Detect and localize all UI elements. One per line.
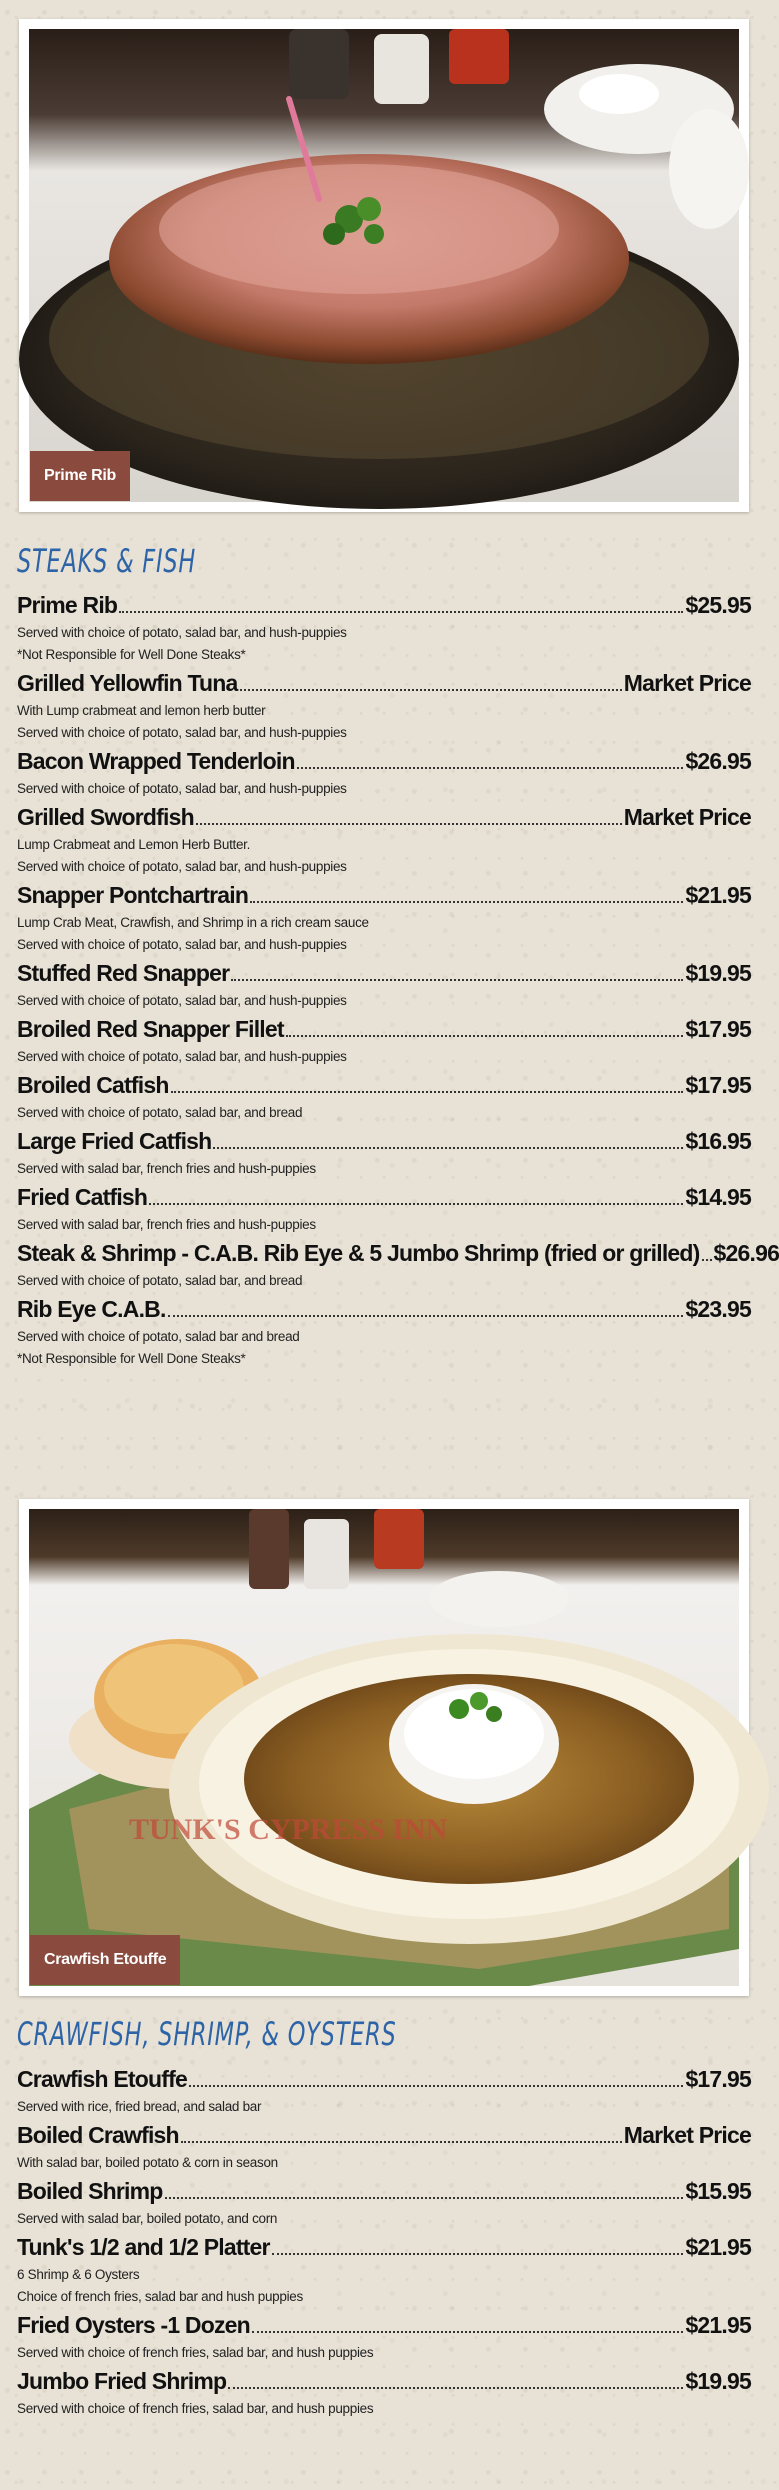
- menu-item-name: Stuffed Red Snapper: [17, 960, 230, 986]
- menu-item-description: Served with choice of potato, salad bar, and hush-puppies: [17, 937, 347, 952]
- menu-item-line: [17, 1012, 751, 1046]
- prime-rib-image: [29, 29, 739, 502]
- menu-item-line: [17, 2118, 751, 2152]
- menu-item: [17, 2230, 751, 2308]
- menu-item-description: Served with choice of potato, salad bar and bread: [17, 1329, 300, 1344]
- dot-leader: [240, 689, 622, 691]
- menu-item-price: $15.95: [685, 2178, 751, 2204]
- menu-item-price: $17.95: [685, 1016, 751, 1042]
- menu-item-description: Lump Crabmeat and Lemon Herb Butter.: [17, 837, 251, 852]
- menu-item: [17, 800, 751, 878]
- menu-item-line: [17, 1236, 779, 1270]
- dot-leader: [250, 901, 683, 903]
- menu-item: [17, 2062, 751, 2118]
- menu-item-name: Grilled Yellowfin Tuna: [17, 670, 238, 696]
- menu-item-name: Boiled Shrimp: [17, 2178, 163, 2204]
- menu-item-price: $23.95: [685, 1296, 751, 1322]
- menu-item-line: [17, 2308, 751, 2342]
- menu-item-line: [17, 1180, 751, 1214]
- dot-leader: [119, 611, 683, 613]
- menu-item-line: [17, 2062, 751, 2096]
- menu-item-description: Served with salad bar, boiled potato, and corn: [17, 2211, 278, 2226]
- menu-item-name: Broiled Catfish: [17, 1072, 169, 1098]
- menu-item-price: Market Price: [623, 804, 751, 830]
- dot-leader: [196, 823, 622, 825]
- dot-leader: [231, 979, 683, 981]
- menu-item: [17, 1012, 751, 1068]
- menu-item-price: Market Price: [623, 670, 751, 696]
- menu-item-line: [17, 1068, 751, 1102]
- dot-leader: [252, 2331, 684, 2333]
- menu-item-name: Grilled Swordfish: [17, 804, 194, 830]
- dot-leader: [165, 2197, 684, 2199]
- menu-item-line: [17, 2174, 751, 2208]
- dot-leader: [702, 1259, 712, 1261]
- menu-item-description: Served with choice of french fries, salad bar, and hush puppies: [17, 2345, 374, 2360]
- menu-item-description: Served with choice of potato, salad bar, and bread: [17, 1273, 303, 1288]
- menu-item-price: $25.95: [685, 592, 751, 618]
- menu-item-price: $21.95: [685, 882, 751, 908]
- menu-item: [17, 1236, 779, 1292]
- dot-leader: [149, 1203, 683, 1205]
- menu-item: [17, 1180, 751, 1236]
- menu-item-name: Prime Rib: [17, 592, 118, 618]
- menu-item-name: Jumbo Fried Shrimp: [17, 2368, 227, 2394]
- menu-item-line: [17, 588, 751, 622]
- menu-item-name: Large Fried Catfish: [17, 1128, 212, 1154]
- menu-item-price: $17.95: [685, 2066, 751, 2092]
- dot-leader: [171, 1091, 684, 1093]
- menu-item-price: $21.95: [685, 2234, 751, 2260]
- menu-item-description: 6 Shrimp & 6 Oysters: [17, 2267, 140, 2282]
- crawfish-photo: [19, 1499, 749, 1996]
- menu-item-name: Boiled Crawfish: [17, 2122, 179, 2148]
- menu-item-description: *Not Responsible for Well Done Steaks*: [17, 647, 246, 662]
- menu-item-line: [17, 878, 751, 912]
- dot-leader: [168, 1315, 684, 1317]
- menu-item-line: [17, 744, 751, 778]
- menu-item-description: Served with choice of potato, salad bar, and bread: [17, 1105, 303, 1120]
- dot-leader: [228, 2387, 683, 2389]
- menu-item-description: Served with choice of potato, salad bar, and hush-puppies: [17, 625, 347, 640]
- menu-item: [17, 744, 751, 800]
- menu-item-price: $17.95: [685, 1072, 751, 1098]
- menu-item-description: Served with salad bar, french fries and hush-puppies: [17, 1161, 316, 1176]
- menu-item-price: $26.95: [685, 748, 751, 774]
- menu-item-price: $16.95: [685, 1128, 751, 1154]
- menu-item-name: Steak & Shrimp - C.A.B. Rib Eye & 5 Jumbo Shrimp (fried or grilled): [17, 1240, 700, 1266]
- menu-item-description: Served with choice of potato, salad bar, and hush-puppies: [17, 1049, 347, 1064]
- dot-leader: [181, 2141, 622, 2143]
- dot-leader: [189, 2085, 684, 2087]
- menu-item-name: Rib Eye C.A.B.: [17, 1296, 166, 1322]
- dot-leader: [213, 1147, 683, 1149]
- menu-item: [17, 1292, 751, 1370]
- menu-item-name: Crawfish Etouffe: [17, 2066, 187, 2092]
- menu-item: [17, 588, 751, 666]
- menu-item-price: $21.95: [685, 2312, 751, 2338]
- menu-item-name: Broiled Red Snapper Fillet: [17, 1016, 284, 1042]
- menu-list-crawfish-shrimp-oysters: [17, 2062, 751, 2420]
- menu-item-description: Served with choice of potato, salad bar, and hush-puppies: [17, 859, 347, 874]
- menu-item-description: Served with choice of potato, salad bar, and hush-puppies: [17, 993, 347, 1008]
- menu-item-line: [17, 956, 751, 990]
- menu-item-price: Market Price: [623, 2122, 751, 2148]
- menu-item: [17, 2364, 751, 2420]
- menu-item-name: Fried Catfish: [17, 1184, 148, 1210]
- section-title-crawfish-shrimp-oysters: CRAWFISH, SHRIMP, & OYSTERS: [17, 2015, 397, 2053]
- menu-item: [17, 1068, 751, 1124]
- menu-item-description: Served with salad bar, french fries and hush-puppies: [17, 1217, 316, 1232]
- menu-item: [17, 1124, 751, 1180]
- menu-item-line: [17, 2364, 751, 2398]
- menu-item-description: Served with rice, fried bread, and salad bar: [17, 2099, 262, 2114]
- menu-item-description: Served with choice of french fries, salad bar, and hush puppies: [17, 2401, 374, 2416]
- menu-item: [17, 2174, 751, 2230]
- menu-item: [17, 2308, 751, 2364]
- section-title-steaks-fish: STEAKS & FISH: [17, 542, 197, 580]
- menu-item: [17, 2118, 751, 2174]
- menu-item: [17, 666, 751, 744]
- menu-item-line: [17, 800, 751, 834]
- menu-item-line: [17, 666, 751, 700]
- menu-item-line: [17, 1124, 751, 1158]
- menu-item-name: Snapper Pontchartrain: [17, 882, 249, 908]
- menu-item-price: $19.95: [685, 2368, 751, 2394]
- menu-item-description: Choice of french fries, salad bar and hush puppies: [17, 2289, 303, 2304]
- photo-caption-crawfish: Crawfish Etouffe: [30, 1935, 180, 1985]
- menu-item-name: Bacon Wrapped Tenderloin: [17, 748, 295, 774]
- menu-item-description: Lump Crab Meat, Crawfish, and Shrimp in a rich cream sauce: [17, 915, 369, 930]
- menu-item-description: Served with choice of potato, salad bar, and hush-puppies: [17, 781, 347, 796]
- menu-item: [17, 878, 751, 956]
- menu-list-steaks-fish: [17, 588, 779, 1370]
- menu-item-description: With salad bar, boiled potato & corn in season: [17, 2155, 278, 2170]
- menu-item-price: $14.95: [685, 1184, 751, 1210]
- dot-leader: [297, 767, 684, 769]
- dot-leader: [272, 2253, 684, 2255]
- menu-item-price: $19.95: [685, 960, 751, 986]
- menu-item: [17, 956, 751, 1012]
- menu-item-description: With Lump crabmeat and lemon herb butter: [17, 703, 266, 718]
- prime-rib-photo: [19, 19, 749, 512]
- crawfish-image: [29, 1509, 739, 1986]
- dot-leader: [286, 1035, 684, 1037]
- menu-item-description: Served with choice of potato, salad bar, and hush-puppies: [17, 725, 347, 740]
- menu-item-line: [17, 1292, 751, 1326]
- menu-item-description: *Not Responsible for Well Done Steaks*: [17, 1351, 246, 1366]
- photo-caption-prime-rib: Prime Rib: [30, 451, 130, 501]
- menu-item-name: Tunk's 1/2 and 1/2 Platter: [17, 2234, 270, 2260]
- menu-item-price: $26.96: [713, 1240, 779, 1266]
- menu-item-name: Fried Oysters -1 Dozen: [17, 2312, 250, 2338]
- placemat-text: TUNK'S CYPRESS INN: [129, 1813, 448, 1846]
- menu-item-line: [17, 2230, 751, 2264]
